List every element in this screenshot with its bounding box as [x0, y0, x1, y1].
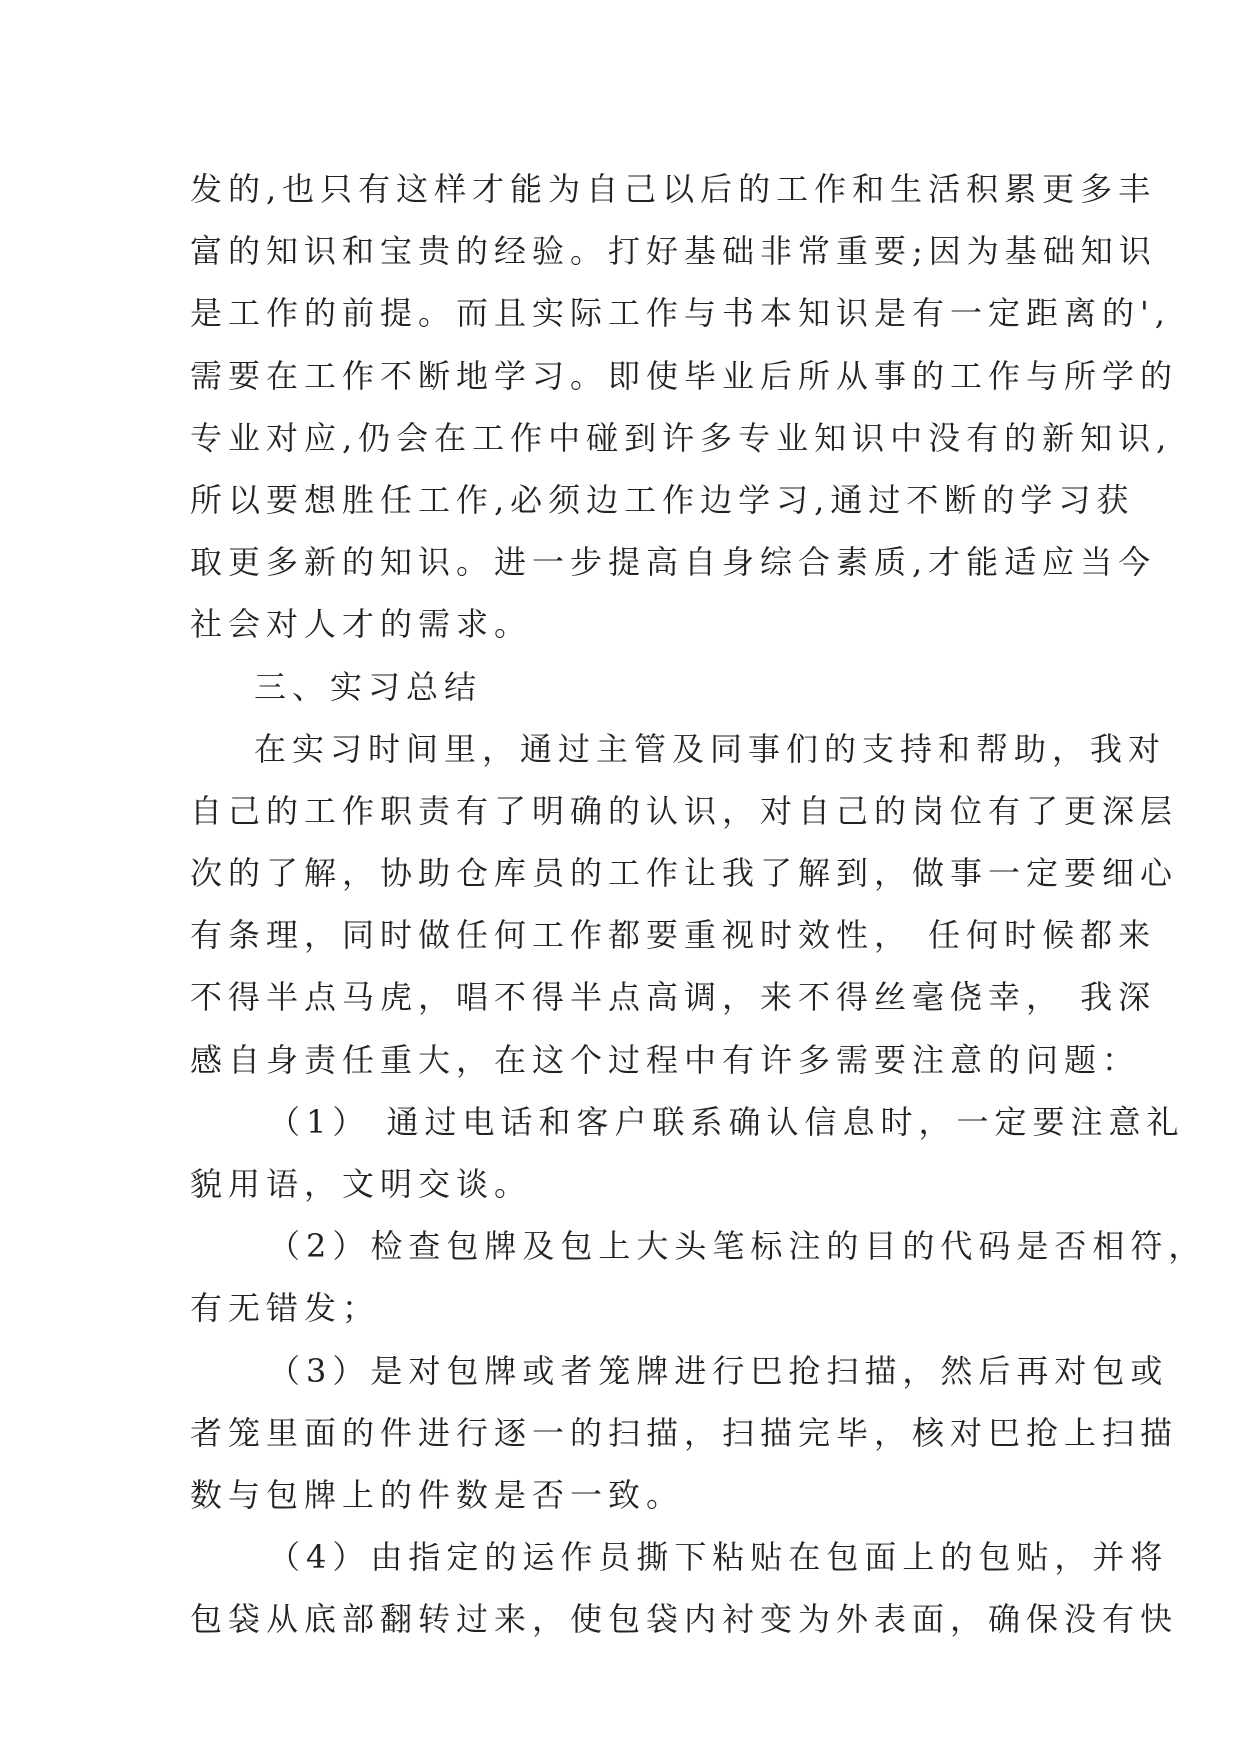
text-line-4: 需要在工作不断地学习。即使毕业后所从事的工作与所学的 [190, 356, 1179, 395]
text-line-3: 是工作的前提。而且实际工作与书本知识是有一定距离的', [190, 294, 1171, 333]
text-line-14: 不得半点马虎，唱不得半点高调，来不得丝毫侥幸， 我深 [190, 978, 1157, 1017]
text-line-15: 感自身责任重大，在这个过程中有许多需要注意的问题： [190, 1040, 1141, 1079]
text-line-13: 有条理，同时做任何工作都要重视时效性， 任何时候都来 [190, 916, 1157, 955]
section-heading: 三、实习总结 [254, 667, 483, 706]
text-line-8: 社会对人才的需求。 [190, 605, 533, 644]
text-line-2: 富的知识和宝贵的经验。打好基础非常重要;因为基础知识 [190, 232, 1157, 271]
text-line-17: 貌用语，文明交谈。 [190, 1165, 533, 1203]
text-line-24: 包袋从底部翻转过来，使包袋内衬变为外表面，确保没有快 [190, 1600, 1179, 1639]
text-line-5: 专业对应,仍会在工作中碰到许多专业知识中没有的新知识, [190, 418, 1173, 457]
body-text [190, 158, 1207, 1651]
list-item-4: （4）由指定的运作员撕下粘贴在包面上的包贴，并将 [268, 1538, 1169, 1577]
text-line-1: 发的,也只有这样才能为自己以后的工作和生活积累更多丰 [190, 170, 1157, 208]
text-line-22: 数与包牌上的件数是否一致。 [190, 1475, 685, 1514]
list-item-2: （2）检查包牌及包上大头笔标注的目的代码是否相符， [268, 1227, 1207, 1266]
text-line-19: 有无错发； [190, 1289, 381, 1328]
text-line-12: 次的了解，协助仓库员的工作让我了解到，做事一定要细心 [190, 854, 1179, 893]
list-item-3: （3）是对包牌或者笼牌进行巴抢扫描，然后再对包或 [268, 1351, 1169, 1390]
text-line-21: 者笼里面的件进行逐一的扫描，扫描完毕，核对巴抢上扫描 [190, 1413, 1179, 1452]
text-line-10: 在实习时间里，通过主管及同事们的支持和帮助，我对 [254, 729, 1167, 768]
text-line-7: 取更多新的知识。进一步提高自身综合素质,才能适应当今 [190, 543, 1157, 582]
text-line-6: 所以要想胜任工作,必须边工作边学习,通过不断的学习获 [190, 480, 1135, 519]
text-line-11: 自己的工作职责有了明确的认识，对自己的岗位有了更深层 [190, 791, 1179, 830]
list-item-1: （1） 通过电话和客户联系确认信息时，一定要注意礼 [268, 1102, 1185, 1141]
